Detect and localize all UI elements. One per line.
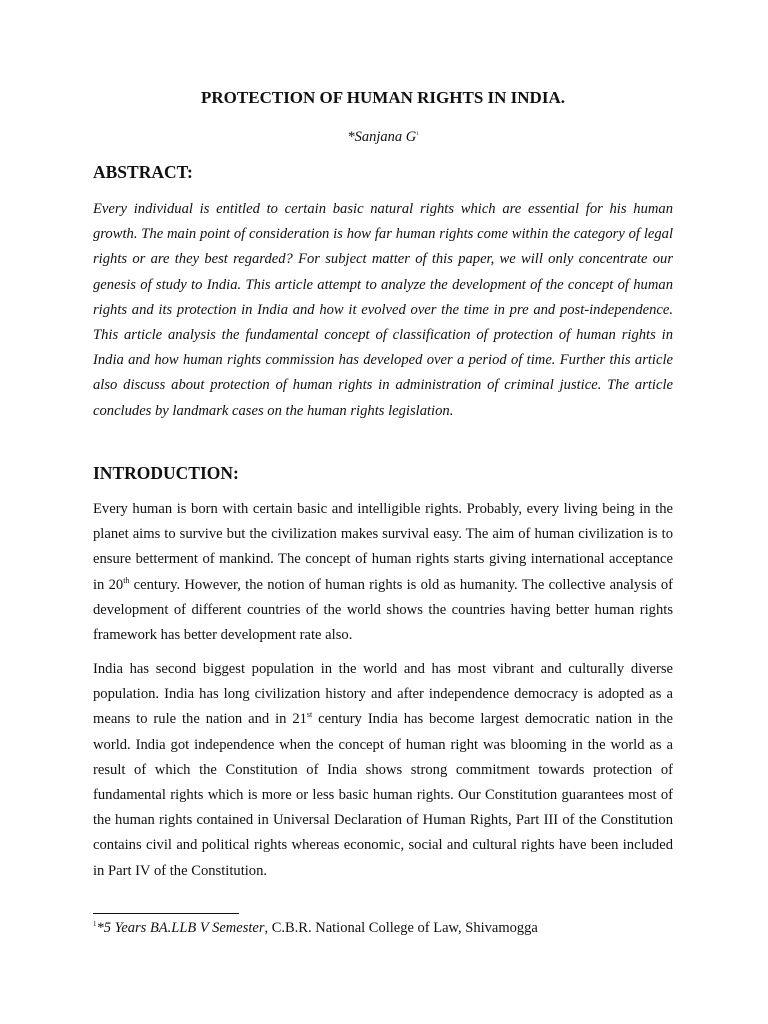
p1-superscript: th (123, 575, 130, 585)
introduction-paragraph-1 (93, 497, 673, 648)
p1-text-a: Every human is born with certain basic and intelligible rights. Probably, every living being in the planet aims to survive but the civilization makes survival easy. The aim of human civilization is to ensure betterment of mankind. The concept of human rights starts giving international acceptance in 20 (93, 501, 673, 593)
introduction-paragraph-2 (93, 657, 673, 884)
paper-title: PROTECTION OF HUMAN RIGHTS IN INDIA. (201, 88, 565, 107)
p1-text-b: century. However, the notion of human rights is old as humanity. The collective analysis of development of different countries of the world shows the countries having better human rights framework has better development rate also. (93, 576, 673, 644)
abstract-heading: ABSTRACT: (93, 162, 193, 182)
p2-text-b: century India has become largest democratic nation in the world. India got independence when the concept of human right was blooming in the world as a result of which the Constitution of India shows strong commitment towards protection of fundamental rights which is more or less basic human rights. Our Constitution guarantees most of the human rights contained in Universal Declaration of Human Rights, Part III of the Constitution contains civil and political rights whereas economic, social and cultural rights have been included in Part IV of the Constitution. (93, 711, 674, 879)
footnote (93, 918, 693, 938)
author-footnote-marker: 1 (416, 132, 419, 137)
p2-superscript: st (306, 710, 313, 720)
introduction-heading: INTRODUCTION: (93, 463, 239, 483)
p2-text-a: India has second biggest population in the world and has most vibrant and culturally diverse population. India has long civilization history and after independence democracy is adopted as a means to rule the nation and in 21 (93, 661, 673, 728)
abstract-text: Every individual is entitled to certain basic natural rights which are essential for his human growth. The main point of consideration is how far human rights come within the category of legal rights or are they best regarded? For subject matter of this paper, we will only concentrate our genesis of study to India. This article attempt to analyze the development of the concept of human rights and its protection in India and how it evolved over the time in pre and post-independence. This article analysis the fundamental concept of classification of protection of human rights in India and how human rights commission has developed over a period of time. Further this article also discuss about protection of human rights in administration of criminal justice. The article concludes by landmark cases on the human rights legislation. (93, 201, 673, 419)
footnote-marker: 1 (93, 920, 97, 929)
footnote-italic: *5 Years BA.LLB V Semester (96, 920, 265, 936)
footnote-separator (93, 913, 239, 914)
author-name: *Sanjana G (347, 128, 417, 145)
author-line (93, 126, 673, 146)
footnote-rest: , C.B.R. National College of Law, Shivamogga (264, 920, 538, 936)
